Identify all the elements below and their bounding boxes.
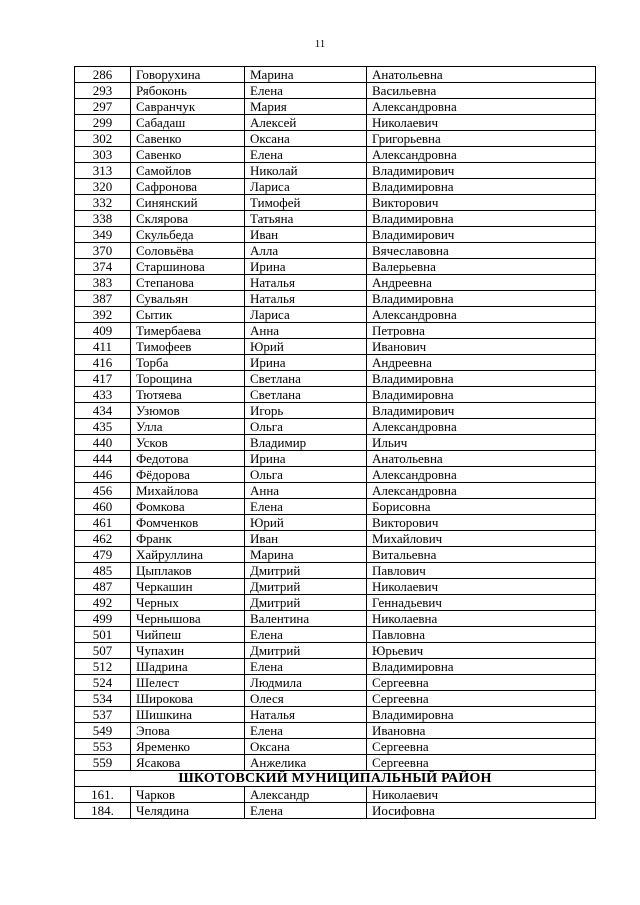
last-name-cell: Узюмов (131, 403, 245, 419)
patronymic-cell: Александровна (367, 147, 596, 163)
row-number-cell: 374 (75, 259, 131, 275)
table-row (75, 659, 596, 675)
page-number: 11 (314, 38, 326, 50)
table-row (75, 803, 596, 819)
patronymic-cell: Владимирович (367, 403, 596, 419)
row-number-cell: 444 (75, 451, 131, 467)
first-name-cell: Дмитрий (245, 643, 367, 659)
row-number-cell: 501 (75, 627, 131, 643)
row-number-cell: 462 (75, 531, 131, 547)
table-row (75, 755, 596, 771)
first-name-cell: Людмила (245, 675, 367, 691)
row-number-cell: 507 (75, 643, 131, 659)
row-number-cell: 433 (75, 387, 131, 403)
row-number-cell: 338 (75, 211, 131, 227)
last-name-cell: Степанова (131, 275, 245, 291)
patronymic-cell: Павлович (367, 563, 596, 579)
patronymic-cell: Владимировна (367, 387, 596, 403)
table-row (75, 563, 596, 579)
patronymic-cell: Григорьевна (367, 131, 596, 147)
first-name-cell: Елена (245, 147, 367, 163)
last-name-cell: Склярова (131, 211, 245, 227)
row-number-cell: 286 (75, 67, 131, 83)
patronymic-cell: Владимирович (367, 163, 596, 179)
first-name-cell: Елена (245, 627, 367, 643)
first-name-cell: Дмитрий (245, 563, 367, 579)
first-name-cell: Владимир (245, 435, 367, 451)
patronymic-cell: Сергеевна (367, 755, 596, 771)
last-name-cell: Чийпеш (131, 627, 245, 643)
last-name-cell: Торба (131, 355, 245, 371)
table-row (75, 307, 596, 323)
first-name-cell: Оксана (245, 131, 367, 147)
patronymic-cell: Андреевна (367, 355, 596, 371)
last-name-cell: Франк (131, 531, 245, 547)
section-heading-row (75, 771, 596, 787)
first-name-cell: Елена (245, 803, 367, 819)
patronymic-cell: Анатольевна (367, 451, 596, 467)
row-number-cell: 461 (75, 515, 131, 531)
first-name-cell: Лариса (245, 307, 367, 323)
row-number-cell: 559 (75, 755, 131, 771)
patronymic-cell: Викторович (367, 515, 596, 531)
last-name-cell: Федотова (131, 451, 245, 467)
first-name-cell: Николай (245, 163, 367, 179)
row-number-cell: 435 (75, 419, 131, 435)
patronymic-cell: Николаевна (367, 611, 596, 627)
last-name-cell: Ясакова (131, 755, 245, 771)
first-name-cell: Елена (245, 83, 367, 99)
first-name-cell: Юрий (245, 339, 367, 355)
table-row (75, 483, 596, 499)
row-number-cell: 416 (75, 355, 131, 371)
row-number-cell: 392 (75, 307, 131, 323)
patronymic-cell: Юрьевич (367, 643, 596, 659)
patronymic-cell: Петровна (367, 323, 596, 339)
last-name-cell: Тимофеев (131, 339, 245, 355)
first-name-cell: Наталья (245, 707, 367, 723)
row-number-cell: 460 (75, 499, 131, 515)
row-number-cell: 487 (75, 579, 131, 595)
patronymic-cell: Владимировна (367, 371, 596, 387)
first-name-cell: Валентина (245, 611, 367, 627)
table-row (75, 787, 596, 803)
first-name-cell: Елена (245, 723, 367, 739)
last-name-cell: Говорухина (131, 67, 245, 83)
table-row (75, 611, 596, 627)
last-name-cell: Яременко (131, 739, 245, 755)
table-row (75, 147, 596, 163)
row-number-cell: 293 (75, 83, 131, 99)
row-number-cell: 479 (75, 547, 131, 563)
row-number-cell: 456 (75, 483, 131, 499)
last-name-cell: Рябоконь (131, 83, 245, 99)
table-row (75, 227, 596, 243)
last-name-cell: Михайлова (131, 483, 245, 499)
row-number-cell: 485 (75, 563, 131, 579)
table-row (75, 627, 596, 643)
last-name-cell: Савранчук (131, 99, 245, 115)
patronymic-cell: Александровна (367, 99, 596, 115)
last-name-cell: Самойлов (131, 163, 245, 179)
row-number-cell: 161. (75, 787, 131, 803)
last-name-cell: Эпова (131, 723, 245, 739)
table-row (75, 531, 596, 547)
first-name-cell: Алексей (245, 115, 367, 131)
last-name-cell: Сувальян (131, 291, 245, 307)
last-name-cell: Цыплаков (131, 563, 245, 579)
first-name-cell: Елена (245, 659, 367, 675)
last-name-cell: Сабадаш (131, 115, 245, 131)
last-name-cell: Фомкова (131, 499, 245, 515)
patronymic-cell: Михайлович (367, 531, 596, 547)
first-name-cell: Марина (245, 67, 367, 83)
first-name-cell: Александр (245, 787, 367, 803)
last-name-cell: Шелест (131, 675, 245, 691)
patronymic-cell: Борисовна (367, 499, 596, 515)
patronymic-cell: Вячеславовна (367, 243, 596, 259)
row-number-cell: 370 (75, 243, 131, 259)
row-number-cell: 349 (75, 227, 131, 243)
table-row (75, 83, 596, 99)
last-name-cell: Торощина (131, 371, 245, 387)
first-name-cell: Анна (245, 323, 367, 339)
row-number-cell: 387 (75, 291, 131, 307)
patronymic-cell: Анатольевна (367, 67, 596, 83)
table-row (75, 547, 596, 563)
first-name-cell: Оксана (245, 739, 367, 755)
table-row (75, 275, 596, 291)
patronymic-cell: Геннадьевич (367, 595, 596, 611)
patronymic-cell: Витальевна (367, 547, 596, 563)
patronymic-cell: Александровна (367, 483, 596, 499)
last-name-cell: Черных (131, 595, 245, 611)
last-name-cell: Улла (131, 419, 245, 435)
table-row (75, 323, 596, 339)
table-row (75, 595, 596, 611)
row-number-cell: 383 (75, 275, 131, 291)
row-number-cell: 537 (75, 707, 131, 723)
last-name-cell: Чернышова (131, 611, 245, 627)
patronymic-cell: Валерьевна (367, 259, 596, 275)
table-row (75, 723, 596, 739)
table-row (75, 339, 596, 355)
last-name-cell: Савенко (131, 147, 245, 163)
row-number-cell: 417 (75, 371, 131, 387)
table-row (75, 67, 596, 83)
row-number-cell: 524 (75, 675, 131, 691)
first-name-cell: Наталья (245, 275, 367, 291)
first-name-cell: Лариса (245, 179, 367, 195)
table-row (75, 371, 596, 387)
first-name-cell: Анжелика (245, 755, 367, 771)
last-name-cell: Челядина (131, 803, 245, 819)
patronymic-cell: Васильевна (367, 83, 596, 99)
first-name-cell: Ирина (245, 451, 367, 467)
row-number-cell: 332 (75, 195, 131, 211)
patronymic-cell: Ильич (367, 435, 596, 451)
patronymic-cell: Владимировна (367, 659, 596, 675)
last-name-cell: Скульбеда (131, 227, 245, 243)
patronymic-cell: Владимировна (367, 211, 596, 227)
first-name-cell: Светлана (245, 371, 367, 387)
row-number-cell: 409 (75, 323, 131, 339)
table-row (75, 243, 596, 259)
roster-table (74, 66, 596, 819)
section-heading: ШКОТОВСКИЙ МУНИЦИПАЛЬНЫЙ РАЙОН (75, 771, 596, 787)
table-row (75, 515, 596, 531)
patronymic-cell: Сергеевна (367, 691, 596, 707)
first-name-cell: Алла (245, 243, 367, 259)
patronymic-cell: Павловна (367, 627, 596, 643)
last-name-cell: Старшинова (131, 259, 245, 275)
table-row (75, 691, 596, 707)
patronymic-cell: Ивановна (367, 723, 596, 739)
patronymic-cell: Викторович (367, 195, 596, 211)
row-number-cell: 534 (75, 691, 131, 707)
last-name-cell: Тютяева (131, 387, 245, 403)
patronymic-cell: Владимирович (367, 227, 596, 243)
table-row (75, 291, 596, 307)
row-number-cell: 297 (75, 99, 131, 115)
first-name-cell: Иван (245, 227, 367, 243)
row-number-cell: 549 (75, 723, 131, 739)
first-name-cell: Олеся (245, 691, 367, 707)
table-row (75, 163, 596, 179)
table-row (75, 211, 596, 227)
row-number-cell: 499 (75, 611, 131, 627)
table-row (75, 467, 596, 483)
patronymic-cell: Владимировна (367, 179, 596, 195)
first-name-cell: Ирина (245, 259, 367, 275)
patronymic-cell: Иосифовна (367, 803, 596, 819)
first-name-cell: Дмитрий (245, 579, 367, 595)
last-name-cell: Савенко (131, 131, 245, 147)
first-name-cell: Иван (245, 531, 367, 547)
roster-body (75, 67, 596, 819)
table-row (75, 99, 596, 115)
first-name-cell: Анна (245, 483, 367, 499)
table-row (75, 115, 596, 131)
last-name-cell: Черкашин (131, 579, 245, 595)
first-name-cell: Дмитрий (245, 595, 367, 611)
first-name-cell: Светлана (245, 387, 367, 403)
patronymic-cell: Александровна (367, 419, 596, 435)
row-number-cell: 313 (75, 163, 131, 179)
patronymic-cell: Николаевич (367, 115, 596, 131)
row-number-cell: 184. (75, 803, 131, 819)
last-name-cell: Синянский (131, 195, 245, 211)
last-name-cell: Шадрина (131, 659, 245, 675)
row-number-cell: 512 (75, 659, 131, 675)
patronymic-cell: Владимировна (367, 291, 596, 307)
table-row (75, 179, 596, 195)
table-row (75, 451, 596, 467)
table-row (75, 259, 596, 275)
row-number-cell: 320 (75, 179, 131, 195)
last-name-cell: Хайруллина (131, 547, 245, 563)
row-number-cell: 553 (75, 739, 131, 755)
table-row (75, 131, 596, 147)
first-name-cell: Ирина (245, 355, 367, 371)
table-row (75, 387, 596, 403)
patronymic-cell: Сергеевна (367, 675, 596, 691)
first-name-cell: Игорь (245, 403, 367, 419)
patronymic-cell: Сергеевна (367, 739, 596, 755)
patronymic-cell: Андреевна (367, 275, 596, 291)
table-row (75, 435, 596, 451)
first-name-cell: Юрий (245, 515, 367, 531)
table-row (75, 419, 596, 435)
patronymic-cell: Николаевич (367, 579, 596, 595)
table-row (75, 195, 596, 211)
row-number-cell: 440 (75, 435, 131, 451)
last-name-cell: Фомченков (131, 515, 245, 531)
last-name-cell: Фёдорова (131, 467, 245, 483)
first-name-cell: Елена (245, 499, 367, 515)
first-name-cell: Марина (245, 547, 367, 563)
first-name-cell: Тимофей (245, 195, 367, 211)
last-name-cell: Соловьёва (131, 243, 245, 259)
first-name-cell: Татьяна (245, 211, 367, 227)
patronymic-cell: Николаевич (367, 787, 596, 803)
last-name-cell: Чупахин (131, 643, 245, 659)
row-number-cell: 299 (75, 115, 131, 131)
table-row (75, 643, 596, 659)
first-name-cell: Наталья (245, 291, 367, 307)
first-name-cell: Ольга (245, 467, 367, 483)
first-name-cell: Ольга (245, 419, 367, 435)
table-row (75, 403, 596, 419)
patronymic-cell: Александровна (367, 307, 596, 323)
last-name-cell: Тимербаева (131, 323, 245, 339)
last-name-cell: Усков (131, 435, 245, 451)
last-name-cell: Широкова (131, 691, 245, 707)
last-name-cell: Шишкина (131, 707, 245, 723)
last-name-cell: Чарков (131, 787, 245, 803)
row-number-cell: 411 (75, 339, 131, 355)
first-name-cell: Мария (245, 99, 367, 115)
row-number-cell: 434 (75, 403, 131, 419)
patronymic-cell: Иванович (367, 339, 596, 355)
patronymic-cell: Александровна (367, 467, 596, 483)
row-number-cell: 303 (75, 147, 131, 163)
table-row (75, 579, 596, 595)
table-row (75, 355, 596, 371)
table-row (75, 675, 596, 691)
last-name-cell: Сафронова (131, 179, 245, 195)
row-number-cell: 446 (75, 467, 131, 483)
table-row (75, 739, 596, 755)
table-row (75, 499, 596, 515)
row-number-cell: 492 (75, 595, 131, 611)
row-number-cell: 302 (75, 131, 131, 147)
patronymic-cell: Владимировна (367, 707, 596, 723)
last-name-cell: Сытик (131, 307, 245, 323)
table-row (75, 707, 596, 723)
